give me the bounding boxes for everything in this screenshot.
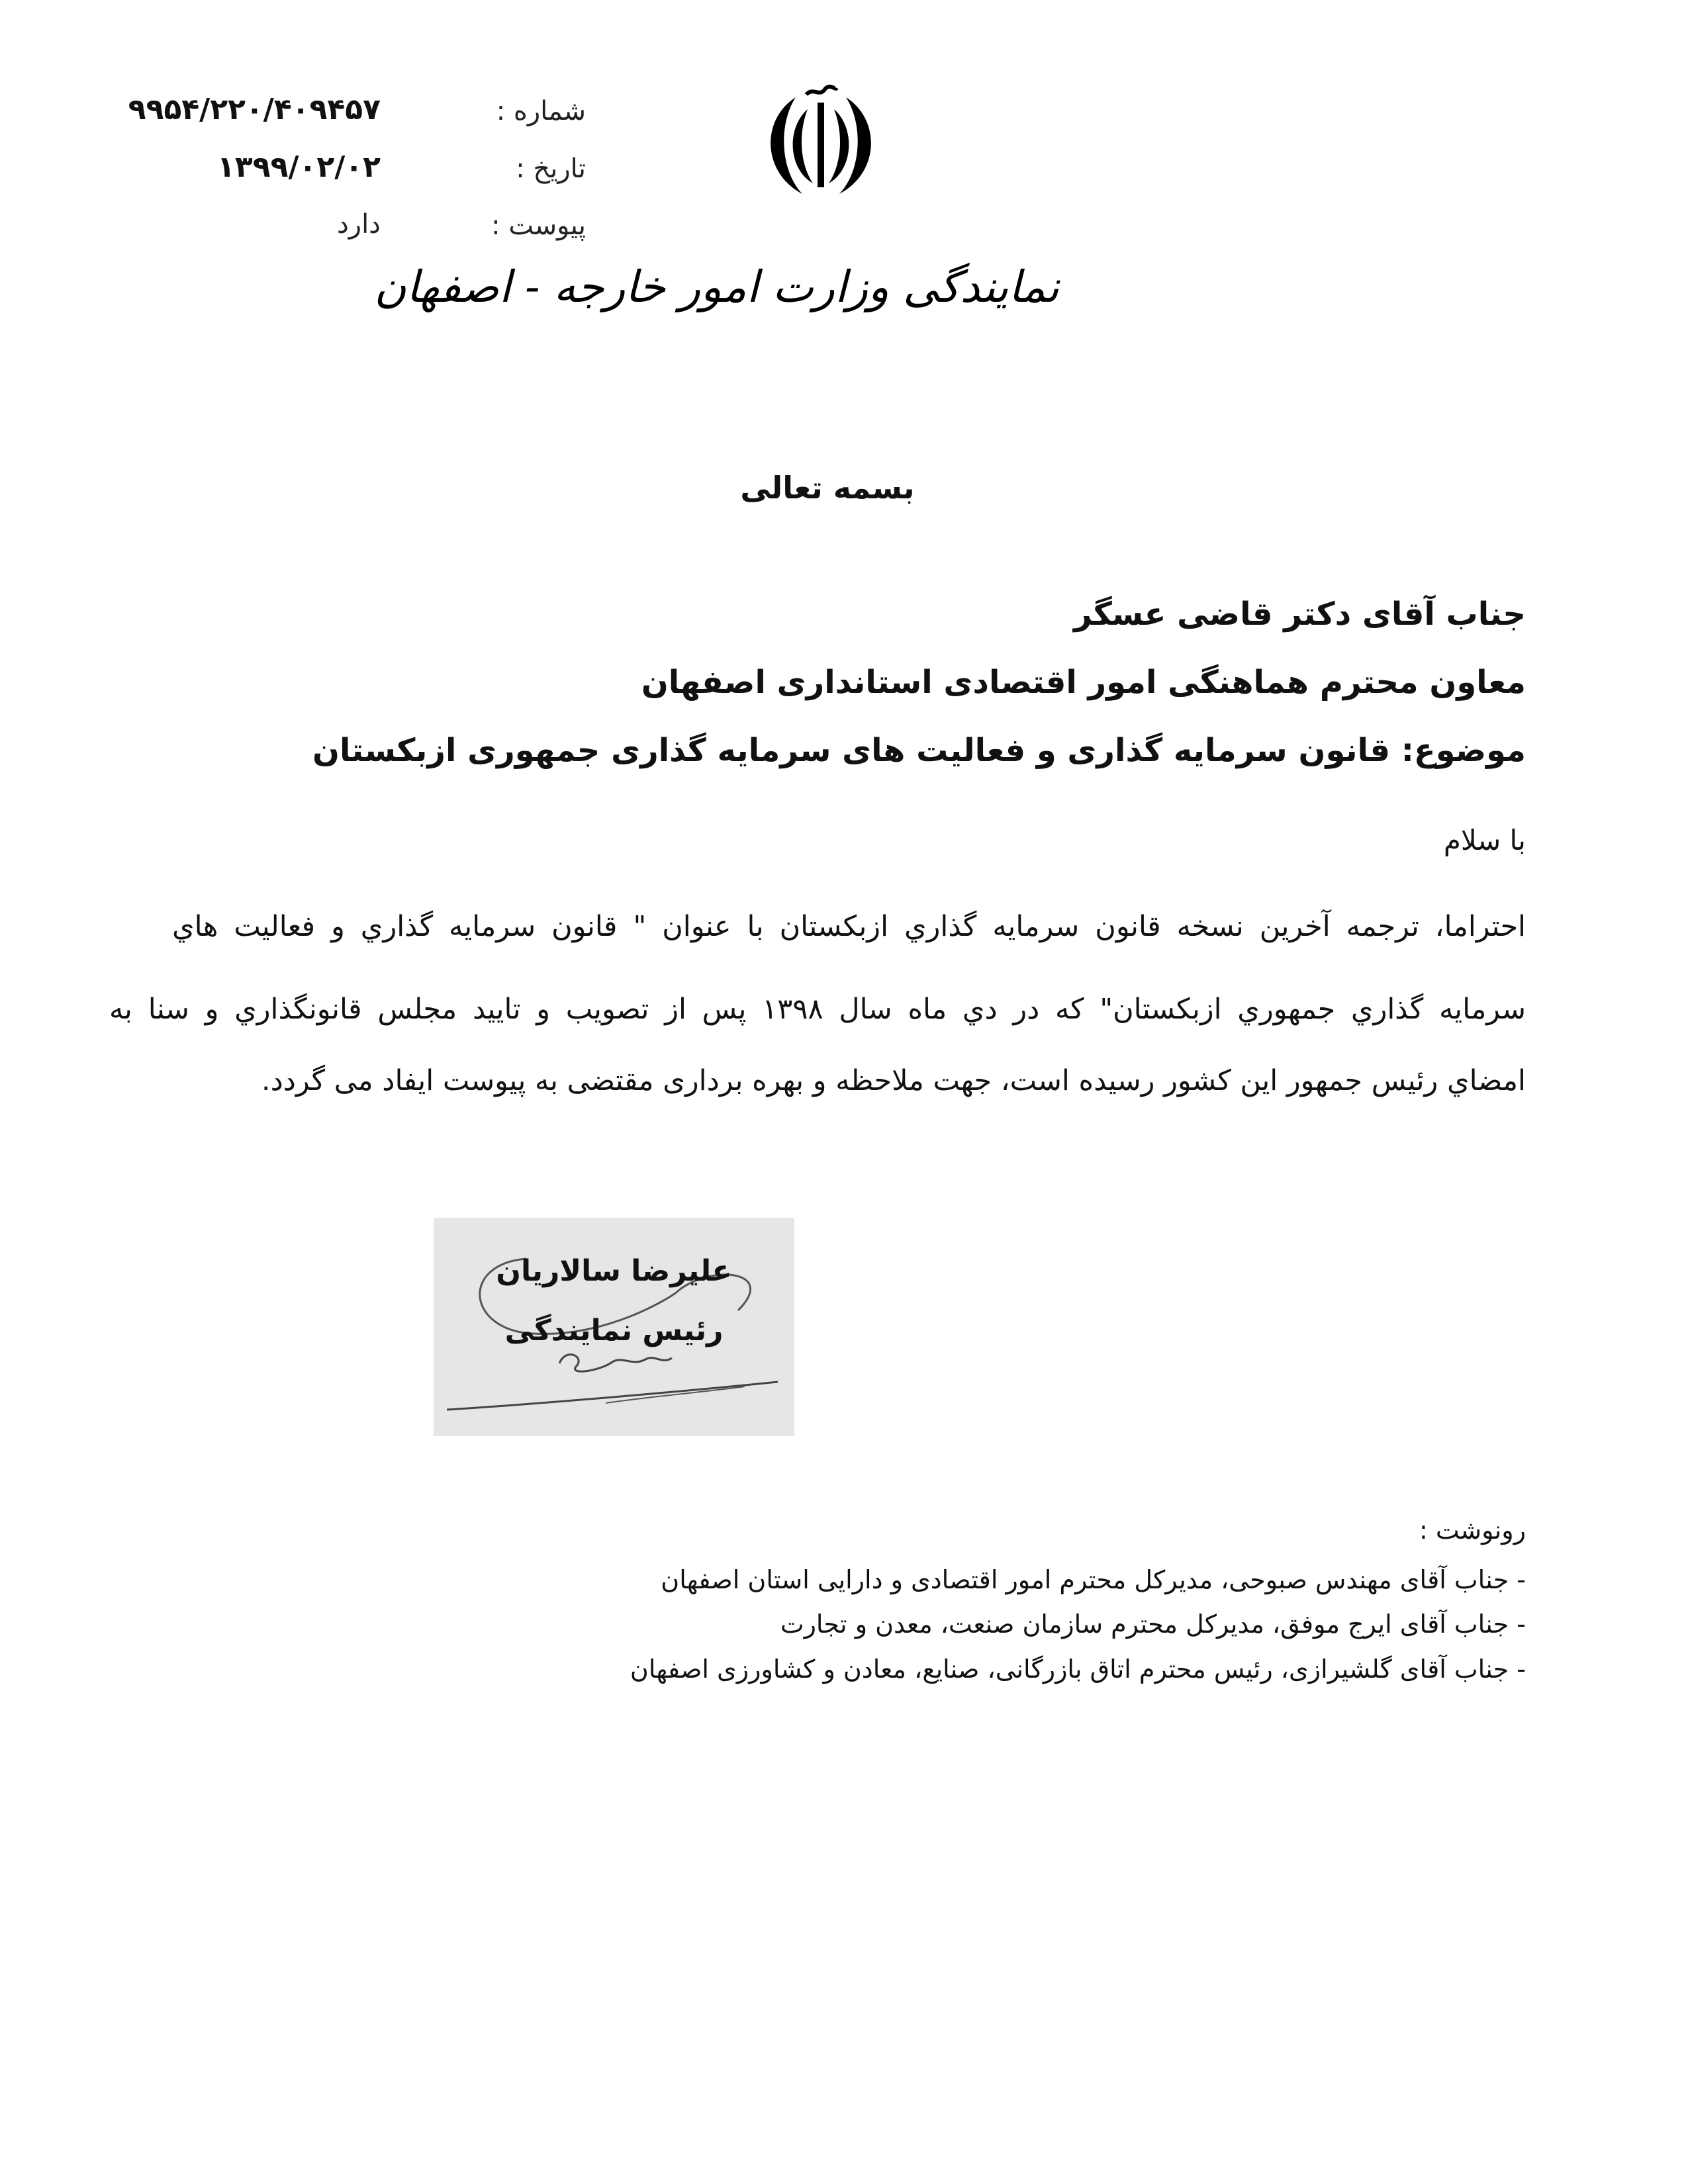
letter-number: ۹۹۵۴/۲۲۰/۴۰۹۴۵۷ [128, 93, 381, 126]
greeting: با سلام [1443, 824, 1526, 856]
cc-item: - جناب آقای ایرج موفق، مدیرکل محترم سازمان صنعت، معدن و تجارت [780, 1610, 1526, 1639]
body-line: احتراما، ترجمه آخرين نسخه قانون سرمايه گذاري ازبكستان با عنوان " قانون سرمايه گذاري و فعاليت هاي [172, 910, 1526, 943]
recipient-title: معاون محترم هماهنگی امور اقتصادی استانداری اصفهان [641, 664, 1526, 701]
signatory-position: رئیس نمایندگی [504, 1314, 724, 1347]
attachment-value: دارد [336, 209, 381, 240]
attachment-label: پیوست : [491, 210, 586, 241]
cc-item: - جناب آقای مهندس صبوحی، مدیرکل محترم امور اقتصادی و دارایی استان اصفهان [661, 1565, 1526, 1594]
letter-date: ۱۳۹۹/۰۲/۰۲ [217, 150, 381, 184]
date-label: تاریخ : [516, 154, 586, 184]
signature-block [434, 1218, 794, 1436]
body-line: امضاي رئيس جمهور اين كشور رسيده است، جهت ملاحظه و بهره برداری مقتضی به پیوست ایفاد می گردد. [261, 1064, 1526, 1097]
recipient-name: جناب آقای دکتر قاضی عسگر [1074, 596, 1526, 633]
iran-emblem-icon [761, 83, 880, 199]
number-label: شماره : [496, 96, 586, 126]
subject-line: موضوع: قانون سرمایه گذاری و فعالیت های سرمایه گذاری جمهوری ازبکستان [312, 732, 1526, 769]
signatory-name: علیرضا سالاریان [496, 1254, 732, 1288]
body-line: سرمايه گذاري جمهوري ازبكستان" كه در دي ماه سال ۱۳۹۸ پس از تصويب و تاييد مجلس قانونگذاري و سنا به [109, 993, 1526, 1026]
cc-title: رونوشت : [1419, 1516, 1526, 1545]
organization-name: نمایندگی وزارت امور خارجه - اصفهان [374, 261, 1059, 312]
cc-item: - جناب آقای گلشیرازی، رئیس محترم اتاق بازرگانی، صنایع، معادن و کشاورزی اصفهان [630, 1655, 1526, 1684]
invocation-heading: بسمه تعالی [740, 470, 915, 506]
